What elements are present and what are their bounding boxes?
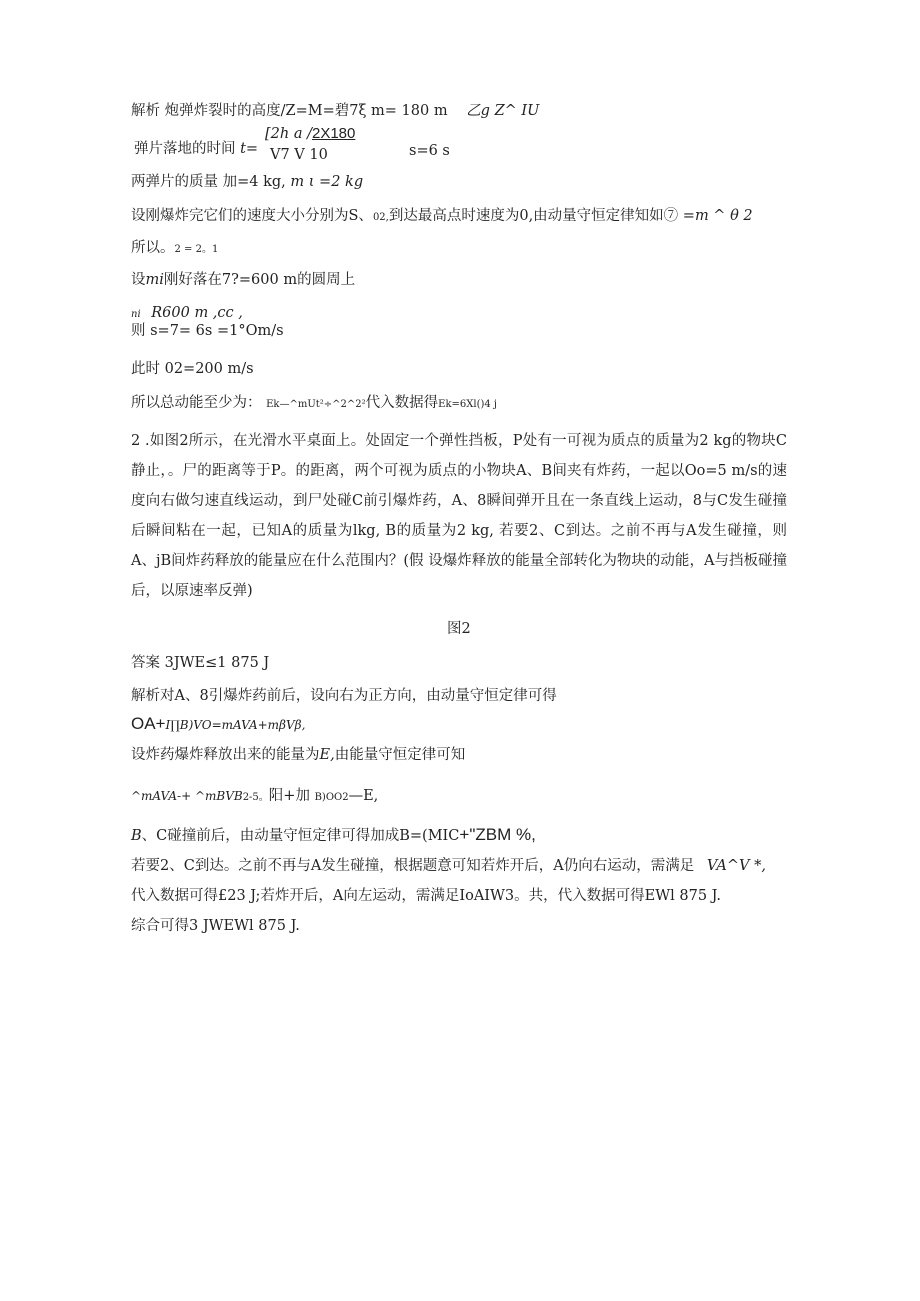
momentum-equation: OA+I∏B)VO=mAVA+mβVβ, <box>131 714 306 733</box>
problem-2-statement: 2 .如图2所示，在光滑水平桌面上。处固定一个弹性挡板，P处有一可视为质点的质量为2 kg的物块C静止，。尸的距离等于P。的距离，两个可视为质点的小物块A、B间夹有炸药，一起以Oo=5 m/s的速度向右做匀速直线运动，到尸处碰C前引爆炸药，A、8瞬间弹开且在一条直线上运动，8与C发生碰撞后瞬间粘在一起，已知A的质量为lkg, B的质量为2 kg, 若要2、C到达。之前不再与A发生碰撞，则A、jB间炸药释放的能量应在什么范围内？(假 设爆炸释放的能量全部转化为物块的动能，A与挡板碰撞后，以原速率反弹) <box>131 433 787 599</box>
landing-circle-line: 设mi刚好落在7?=600 m的圆周上 <box>131 272 356 288</box>
figure-caption: 图2 <box>447 621 471 637</box>
speed-result-line: 则 s=7= 6s =1°Om/s <box>131 323 284 339</box>
solution-momentum-intro: 解析对A、8引爆炸药前后，设向右为正方向，由动量守恒定律可得 <box>131 688 557 704</box>
condition-line: 若要2、C到达。之前不再与A发生碰撞，根据题意可知若炸开后，A仍向右运动，需满足 VA^V *, <box>131 858 766 874</box>
solution-height-line <box>131 101 539 121</box>
fall-time-label: 弹片落地的时间 t= <box>134 141 259 157</box>
energy-equation: ^mAVA-+ ^mBVB2-5。阳+加 B)OO2—E, <box>131 788 379 804</box>
momentum-line: 设刚爆炸完它们的速度大小分别为S、02,到达最高点时速度为0,由动量守恒定律知如⑦ =m ^ θ 2 <box>131 208 753 224</box>
energy-intro-line: 设炸药爆炸释放出来的能量为E,由能量守恒定律可知 <box>131 747 466 763</box>
radius-line: ni R600 m ,cc , <box>131 305 243 321</box>
fall-time-denominator: V7 V 10 <box>270 147 328 163</box>
substitution-line: 代入数据可得£23 J;若炸开后，A向左运动，需满足IoAIW3。共，代入数据可得EWl 875 J. <box>131 888 721 904</box>
height-equation: 解析 炮弹炸裂时的高度/Z=M=碧7ξ m= 180 m <box>131 103 448 119</box>
bc-collision-line: B、C碰撞前后，由动量守恒定律可得加成B=(MIC+"ZBM %, <box>131 825 536 844</box>
kinetic-energy-line: 所以总动能至少为： Ek—^mUt²÷^2^2²代入数据得Ek=6Xl()4 j <box>131 395 498 411</box>
conclusion-line: 综合可得3 JWEWl 875 J. <box>131 918 300 934</box>
answer-line: 答案 3JWE≤1 875 J <box>131 655 270 671</box>
second-speed-line: 此时 02=200 m/s <box>131 361 254 377</box>
fall-time-numerator: [2h a /2X180 <box>265 125 356 142</box>
fall-time-result: s=6 s <box>409 143 450 159</box>
fragment-mass-line: 两弹片的质量 加=4 kg, m ι =2 kg <box>131 174 364 190</box>
velocity-relation-line: 所以。2 = 2。1 <box>131 240 219 256</box>
height-equation-fragment: 乙g Z^ IU <box>466 103 540 119</box>
